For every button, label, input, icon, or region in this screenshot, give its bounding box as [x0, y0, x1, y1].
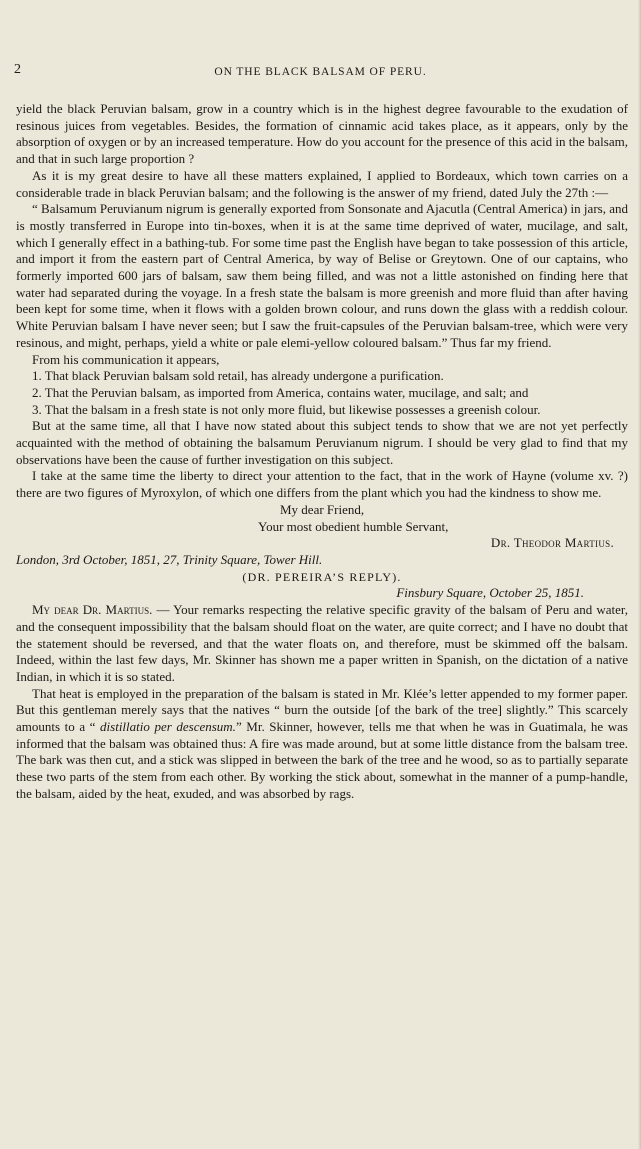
dateline-date: 3rd October, 1851, 27, [62, 551, 180, 567]
letter-dateline [16, 552, 628, 569]
reply-paragraph [16, 602, 628, 686]
list-item: 2. That the Peruvian balsam, as imported from America, contains water, mucilage, and salt; and [32, 384, 529, 400]
reply-salutation: My dear Dr. Martius. [32, 602, 153, 618]
paragraph: As it is my great desire to have all these matters explained, I applied to Bordeaux, which town carries on a considerable trade in black Peruvian balsam; and the following is the answer of my friend, dated July the 27th :— [16, 167, 628, 200]
reply-text: — Your remarks respecting the relative specific gravity of the balsam of Peru and water, and the consequent impossibility that the balsam should float on the water, are quite correct; and I have no doubt that the statement should be reversed, and that the water floats on, and therefore, must be skimmed off the balsam. Indeed, within the last few days, Mr. Skinner has shown me a paper written in Spanish, on the dictation of a native Indian, in which it is so stated. [16, 602, 628, 684]
closing-salutation: My dear Friend, [280, 501, 365, 517]
list-item: 3. That the balsam in a fresh state is not only more fluid, but likewise possesses a greenish colour. [32, 401, 541, 417]
reply-text: ” Mr. Skinner, however, tells me that when he was in Guatimala, he was informed that the balsam was obtained thus: A fire was made around, but at some little distance from the balsam tree. The bark was then cut, and a stick was slipped in between the bark of the tree and he wood, so as to partially separate these two parts of the stem from each other. By working the stick about, somewhat in the manner of a pump-handle, the balsam, aided by the heat, exuded, and was absorbed by rags. [16, 719, 628, 801]
running-head: ON THE BLACK BALSAM OF PERU. [214, 66, 427, 78]
paragraph: But at the same time, all that I have now stated about this subject tends to show that we are not yet perfectly acquainted with the method of obtaining the balsamum Peruvianum nigrum. I should be very glad to find that my observations have been the cause of further investigation on this subject. [16, 418, 628, 467]
latin-phrase: distillatio per descensum. [100, 719, 236, 735]
paragraph: yield the black Peruvian balsam, grow in a country which is in the highest degree favourable to the exudation of resinous juices from vegetables. Besides, the formation of cinnamic acid takes place, as it appears, only by the absorption of oxygen or by an increased temperature. How do you account for the presence of this acid in the balsam, and that in such large proportion ? [16, 101, 628, 167]
paragraph: I take at the same time the liberty to direct your attention to the fact, that in the work of Hayne (volume xv. ?) there are two figures of Myroxylon, of which one differs from the plant which you had the kindness to show me. [16, 468, 628, 501]
reply-paragraph [16, 686, 628, 803]
body-text [16, 101, 628, 803]
reply-address: Finsbury Square, October 25, 1851. [396, 585, 584, 601]
reply-heading: (DR. PEREIRA’S REPLY). [242, 569, 402, 584]
page-number: 2 [14, 62, 21, 77]
dateline-place: London, [16, 551, 59, 567]
quoted-letter: “ Balsamum Peruvianum nigrum is generally exported from Sonsonate and Ajacutla (Central America) in jars, and is mostly transferred in Europe into tin-boxes, when it is at the same time deprived of water, mucilage, and salt, which I generally effect in a bathing-tub. For some time past the English have began to take possession of this article, and import it from the eastern part of Central America, by way of Belise or Greytown. One of our captains, who formerly imported 600 jars of balsam, saw them being filled, and was not a little astonished on finding here that water had separated during the voyage. In a fresh state the balsam is more greenish and more fluid than after having been kept for some time, when it flows with a golden brown colour, and runs down the glass with a reddish colour. White Peruvian balsam I have never seen; but I saw the fruit-capsules of the Peruvian balsam-tree, which were very resinous, and might, perhaps, yield a white or pale elemi-yellow coloured balsam.” Thus far my friend. [16, 201, 628, 350]
closing-line: Your most obedient humble Servant, [258, 518, 449, 534]
paragraph: From his communication it appears, [32, 351, 220, 367]
list-item: 1. That black Peruvian balsam sold retail, has already undergone a purification. [32, 368, 444, 384]
signature: Dr. Theodor Martius. [490, 535, 614, 551]
reply-text: That heat is employed in the preparation of the balsam is stated in Mr. Klée’s letter appended to my former paper. But this gentleman merely says that the natives “ burn the outside [of the bark of the tree] slightly.” This scarcely amounts to a “ [16, 685, 628, 735]
dateline-address: Trinity Square, Tower Hill. [182, 551, 323, 567]
